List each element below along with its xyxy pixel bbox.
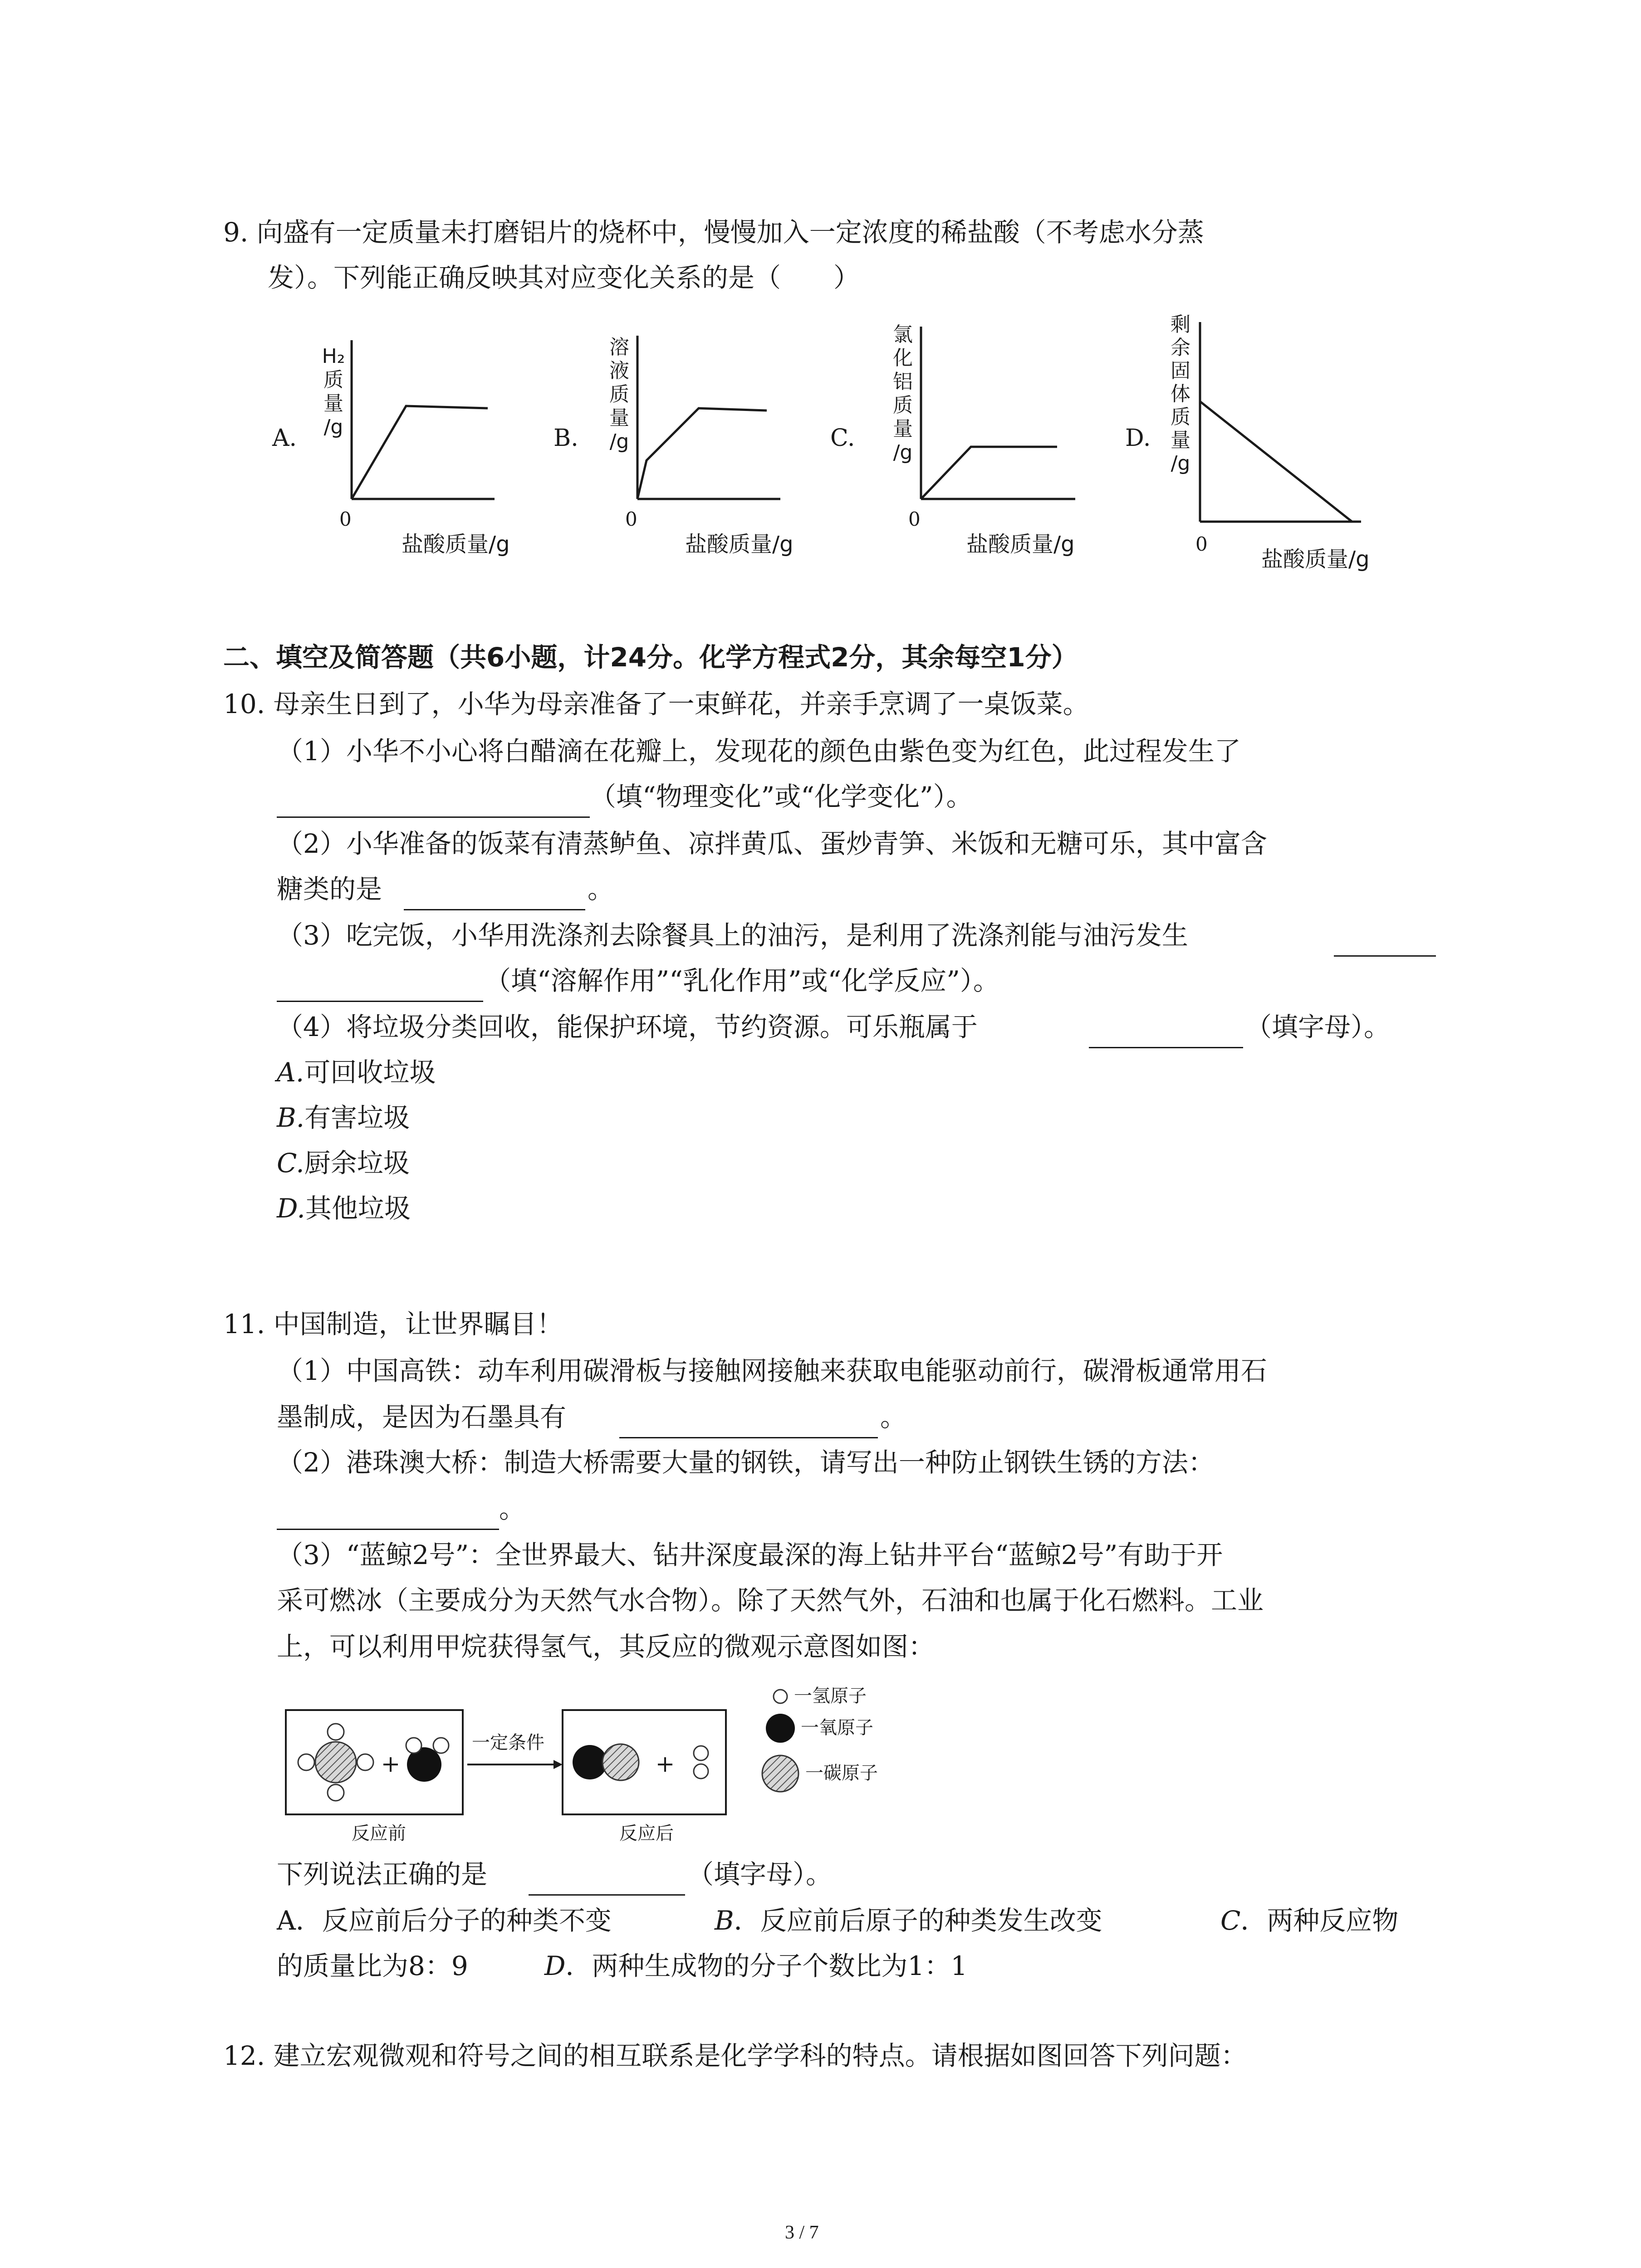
q9-line2: 发）。下列能正确反映其对应变化关系的是（ ） — [268, 262, 860, 293]
section-title: 二、填空及简答题（共6小题，计24分。化学方程式2分，其余每空1分） — [223, 642, 1078, 673]
q11-p1-a: （1）中国高铁：动车利用碳滑板与接触网接触来获取电能驱动前行，碳滑板通常用石 — [277, 1355, 1267, 1386]
q11-option-a[interactable]: A．反应前后分子的种类不变 — [277, 1905, 612, 1936]
q10-p2-b: 糖类的是 — [277, 874, 382, 904]
q10-stem: 10. 母亲生日到了，小华为母亲准备了一束鲜花，并亲手烹调了一桌饭菜。 — [223, 689, 1089, 719]
q10-p4-b: （填字母）。 — [1245, 1012, 1391, 1042]
q11-ask: 下列说法正确的是 — [277, 1859, 488, 1890]
graph-c — [830, 318, 1102, 581]
graph-c-xlabel: 盐酸质量/g — [966, 532, 1075, 557]
graph-b-option: B. — [554, 425, 578, 452]
graph-d — [1125, 308, 1406, 590]
q10-p3-blank-a[interactable] — [1334, 955, 1436, 957]
graph-a — [272, 327, 526, 581]
q10-option-a[interactable]: A.可回收垃圾 — [277, 1057, 436, 1088]
q10-option-b[interactable]: B.有害垃圾 — [277, 1102, 410, 1133]
legend-carbon: 一碳原子 — [805, 1763, 878, 1784]
q10-p1-b: （填“物理变化”或“化学变化”）。 — [590, 781, 973, 812]
graph-d-xlabel: 盐酸质量/g — [1261, 547, 1370, 572]
reaction-diagram — [272, 1678, 1497, 1851]
graph-b — [554, 327, 808, 581]
reaction-diagram-svg — [272, 1678, 1497, 1851]
q11-option-c[interactable]: C．两种反应物 — [1220, 1905, 1399, 1936]
q11-p1-blank[interactable] — [619, 1437, 878, 1438]
q10-p3-blank-b[interactable] — [277, 1001, 483, 1002]
q9-line1: 9. 向盛有一定质量未打磨铝片的烧杯中，慢慢加入一定浓度的稀盐酸（不考虑水分蒸 — [223, 217, 1204, 248]
graph-d-origin: 0 — [1195, 533, 1208, 555]
q10-p2-blank[interactable] — [404, 909, 585, 910]
legend-oxygen: 一氧原子 — [801, 1717, 873, 1738]
page-number: 3 / 7 — [785, 2222, 819, 2243]
q10-p1-blank[interactable] — [277, 816, 590, 818]
q10-p3-a: （3）吃完饭，小华用洗涤剂去除餐具上的油污，是利用了洗涤剂能与油污发生 — [277, 920, 1188, 951]
q11-ask-b: （填字母）。 — [687, 1859, 833, 1890]
graph-c-option: C. — [830, 425, 855, 452]
graph-d-option: D. — [1125, 425, 1151, 452]
q11-p2-a: （2）港珠澳大桥：制造大桥需要大量的钢铁，请写出一种防止钢铁生锈的方法： — [277, 1447, 1215, 1478]
q11-p1-c: 。 — [880, 1402, 907, 1432]
graph-b-xlabel: 盐酸质量/g — [685, 532, 794, 557]
q11-option-b[interactable]: B．反应前后原子的种类发生改变 — [715, 1905, 1102, 1936]
graph-c-origin: 0 — [908, 508, 921, 530]
graph-a-origin: 0 — [339, 508, 352, 530]
q10-p3-b: （填“溶解作用”“乳化作用”或“化学反应”）。 — [485, 965, 999, 996]
reaction-condition: 一定条件 — [472, 1732, 544, 1753]
q10-option-d[interactable]: D.其他垃圾 — [277, 1193, 411, 1224]
q10-p4-blank[interactable] — [1089, 1047, 1243, 1048]
q10-p2-a: （2）小华准备的饭菜有清蒸鲈鱼、凉拌黄瓜、蛋炒青笋、米饭和无糖可乐，其中富含 — [277, 828, 1267, 859]
graph-a-xlabel: 盐酸质量/g — [402, 532, 510, 557]
q11-option-d[interactable]: D．两种生成物的分子个数比为1：1 — [544, 1950, 968, 1981]
graph-d-ylabel: 剩 余 固 体 质 量 /g — [1171, 313, 1190, 475]
graph-a-option: A. — [272, 425, 297, 452]
legend-hydrogen: 一氢原子 — [794, 1686, 867, 1706]
graph-a-ylabel: H₂ 质 量 /g — [322, 345, 345, 439]
reaction-before-label: 反应前 — [352, 1823, 406, 1844]
q11-ask-blank[interactable] — [529, 1894, 685, 1896]
graph-c-ylabel: 氯 化 铝 质 量 /g — [893, 323, 913, 464]
q12-stem: 12. 建立宏观微观和符号之间的相互联系是化学学科的特点。请根据如图回答下列问题： — [223, 2040, 1247, 2071]
q11-p3-a: （3）“蓝鲸2号”：全世界最大、钻井深度最深的海上钻井平台“蓝鲸2号”有助于开 — [277, 1540, 1223, 1570]
q10-p1-a: （1）小华不小心将白醋滴在花瓣上，发现花的颜色由紫色变为红色，此过程发生了 — [277, 736, 1241, 767]
reaction-after-label: 反应后 — [619, 1823, 674, 1844]
q11-p2-b: 。 — [499, 1493, 526, 1524]
q11-p2-blank[interactable] — [277, 1529, 499, 1530]
graph-b-ylabel: 溶 液 质 量 /g — [609, 336, 629, 453]
q11-p1-b: 墨制成，是因为石墨具有 — [277, 1402, 567, 1432]
q11-p3-c: 上，可以利用甲烷获得氢气，其反应的微观示意图如图： — [277, 1631, 935, 1662]
q10-option-c[interactable]: C.厨余垃圾 — [277, 1148, 410, 1178]
q11-stem: 11. 中国制造，让世界瞩目！ — [223, 1309, 563, 1339]
graph-b-origin: 0 — [625, 508, 637, 530]
q10-p4: （4）将垃圾分类回收，能保护环境，节约资源。可乐瓶属于 — [277, 1012, 978, 1042]
q10-p2-c: 。 — [588, 874, 614, 904]
q11-option-c-cont: 的质量比为8：9 — [277, 1950, 468, 1981]
q11-p3-b: 采可燃冰（主要成分为天然气水合物）。除了天然气外，石油和也属于化石燃料。工业 — [277, 1585, 1264, 1616]
